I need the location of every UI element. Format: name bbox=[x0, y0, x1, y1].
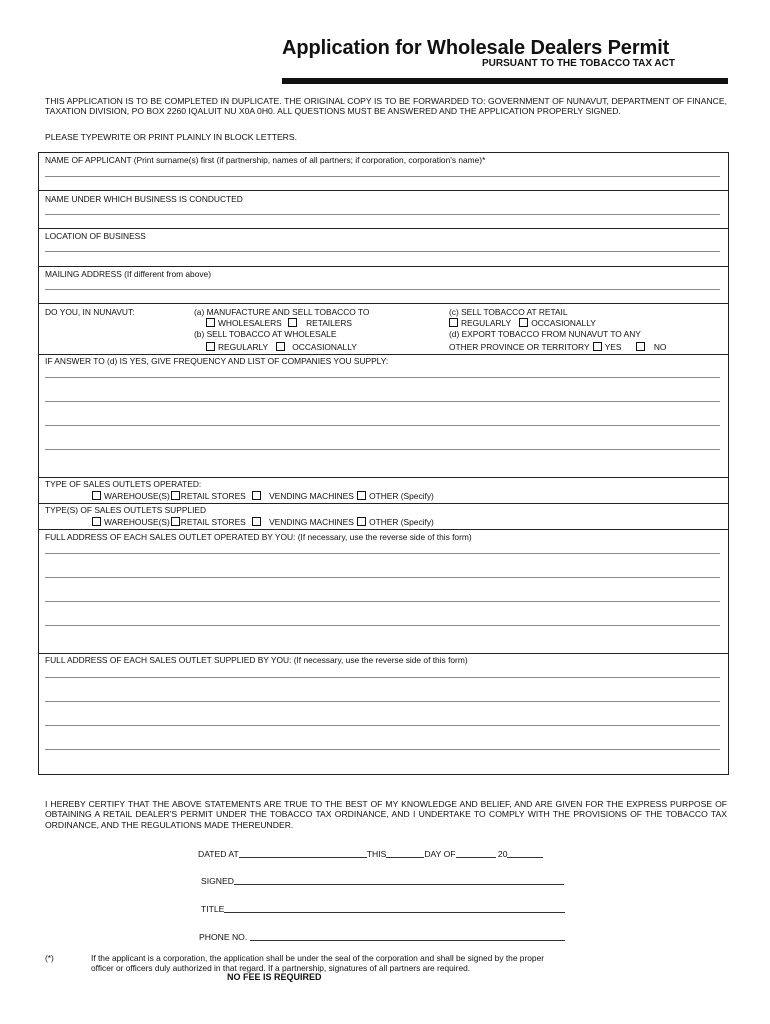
dated-row bbox=[198, 849, 543, 859]
activity-c-options bbox=[449, 318, 596, 328]
address-operated-label: FULL ADDRESS OF EACH SALES OUTLET OPERATED BY YOU: (If necessary, use the reverse side of this form) bbox=[45, 532, 472, 542]
operated-warehouse-checkbox[interactable] bbox=[92, 491, 101, 500]
wholesalers-label: WHOLESALERS bbox=[218, 318, 282, 328]
retail-occasionally-checkbox[interactable] bbox=[519, 318, 528, 327]
phone-row bbox=[199, 932, 565, 942]
operated-other-label: OTHER (Specify) bbox=[369, 491, 434, 501]
address-supplied-line-4[interactable] bbox=[45, 749, 720, 750]
business-name-label: NAME UNDER WHICH BUSINESS IS CONDUCTED bbox=[45, 194, 243, 204]
export-no-checkbox[interactable] bbox=[636, 342, 645, 351]
retailers-label: RETAILERS bbox=[306, 318, 353, 328]
divider bbox=[39, 354, 728, 355]
address-operated-line-3[interactable] bbox=[45, 601, 720, 602]
day-field[interactable] bbox=[386, 849, 424, 858]
location-label: LOCATION OF BUSINESS bbox=[45, 231, 146, 241]
year-prefix-label: 20 bbox=[497, 849, 508, 859]
footnote-marker: (*) bbox=[45, 953, 54, 963]
fee-notice: NO FEE IS REQUIRED bbox=[227, 972, 322, 982]
frequency-line-1[interactable] bbox=[45, 377, 720, 378]
retail-regularly-checkbox[interactable] bbox=[449, 318, 458, 327]
wholesalers-checkbox[interactable] bbox=[206, 318, 215, 327]
address-operated-line-4[interactable] bbox=[45, 625, 720, 626]
divider bbox=[39, 653, 728, 654]
divider bbox=[39, 190, 728, 191]
address-operated-line-1[interactable] bbox=[45, 553, 720, 554]
title-label: TITLE bbox=[201, 904, 225, 914]
activity-c-label: (c) SELL TOBACCO AT RETAIL bbox=[449, 307, 568, 317]
month-field[interactable] bbox=[456, 849, 496, 858]
phone-field[interactable] bbox=[250, 932, 565, 941]
address-supplied-line-1[interactable] bbox=[45, 677, 720, 678]
divider bbox=[39, 266, 728, 267]
divider bbox=[39, 477, 728, 478]
supplied-retail-label: RETAIL STORES bbox=[180, 517, 246, 527]
outlets-operated-label: TYPE OF SALES OUTLETS OPERATED: bbox=[45, 479, 202, 489]
supplied-warehouse-checkbox[interactable] bbox=[92, 517, 101, 526]
phone-label: PHONE NO. bbox=[199, 932, 248, 942]
this-label: THIS bbox=[366, 849, 387, 859]
address-supplied-line-2[interactable] bbox=[45, 701, 720, 702]
name-of-applicant-label: NAME OF APPLICANT (Print surname(s) first (if partnership, names of all partners; if corporation, corporation's name)* bbox=[45, 155, 486, 165]
activities-question: DO YOU, IN NUNAVUT: bbox=[45, 307, 135, 317]
mailing-address-label: MAILING ADDRESS (If different from above) bbox=[45, 269, 212, 279]
name-of-applicant-field[interactable] bbox=[45, 176, 720, 177]
application-form-box bbox=[38, 152, 729, 775]
outlets-supplied-options bbox=[92, 517, 434, 527]
business-name-field[interactable] bbox=[45, 214, 720, 215]
retail-occasionally-label: OCCASIONALLY bbox=[531, 318, 596, 328]
activity-b-label: (b) SELL TOBACCO AT WHOLESALE bbox=[194, 329, 337, 339]
activity-a-options bbox=[206, 318, 352, 328]
print-instruction: PLEASE TYPEWRITE OR PRINT PLAINLY IN BLOCK LETTERS. bbox=[45, 132, 297, 142]
form-title: Application for Wholesale Dealers Permit bbox=[282, 37, 670, 59]
divider bbox=[39, 503, 728, 504]
wholesale-regularly-checkbox[interactable] bbox=[206, 342, 215, 351]
signed-label: SIGNED bbox=[201, 876, 234, 886]
divider bbox=[39, 529, 728, 530]
title-row bbox=[201, 904, 565, 914]
signed-row bbox=[201, 876, 564, 886]
year-field[interactable] bbox=[507, 849, 543, 858]
activity-d-label: (d) EXPORT TOBACCO FROM NUNAVUT TO ANY bbox=[449, 329, 641, 339]
wholesale-occasionally-checkbox[interactable] bbox=[276, 342, 285, 351]
day-of-label: DAY OF bbox=[424, 849, 456, 859]
address-supplied-line-3[interactable] bbox=[45, 725, 720, 726]
location-field[interactable] bbox=[45, 251, 720, 252]
activity-a-label: (a) MANUFACTURE AND SELL TOBACCO TO bbox=[194, 307, 370, 317]
supplied-warehouse-label: WAREHOUSE(S) bbox=[104, 517, 170, 527]
operated-warehouse-label: WAREHOUSE(S) bbox=[104, 491, 170, 501]
form-subtitle: PURSUANT TO THE TOBACCO TAX ACT bbox=[482, 58, 675, 69]
retailers-checkbox[interactable] bbox=[288, 318, 297, 327]
activity-d-label-line2: OTHER PROVINCE OR TERRITORY bbox=[449, 342, 590, 352]
supplied-retail-checkbox[interactable] bbox=[171, 517, 180, 526]
mailing-address-field[interactable] bbox=[45, 289, 720, 290]
footnote-line-2: officer or officers duly authorized in that regard. If a partnership, signatures of all partners are required. bbox=[91, 963, 471, 973]
frequency-label: IF ANSWER TO (d) IS YES, GIVE FREQUENCY AND LIST OF COMPANIES YOU SUPPLY: bbox=[45, 356, 389, 366]
divider bbox=[39, 303, 728, 304]
activity-d-options bbox=[449, 342, 666, 352]
dated-at-field[interactable] bbox=[239, 849, 367, 858]
title-rule bbox=[282, 78, 728, 84]
frequency-line-2[interactable] bbox=[45, 401, 720, 402]
operated-retail-label: RETAIL STORES bbox=[180, 491, 246, 501]
export-no-label: NO bbox=[653, 342, 667, 352]
frequency-line-4[interactable] bbox=[45, 449, 720, 450]
divider bbox=[39, 228, 728, 229]
frequency-line-3[interactable] bbox=[45, 425, 720, 426]
certification-statement: I HEREBY CERTIFY THAT THE ABOVE STATEMENTS ARE TRUE TO THE BEST OF MY KNOWLEDGE AND BELIEF, AND ARE GIVEN FOR THE EXPRESS PURPOSE OF OBTAINING A RETAIL DEALER'S PERMIT UNDER THE TOBACCO TAX ORDINANCE, AND I UNDERTAKE TO COMPLY WITH THE PROVISIONS OF THE TOBACCO TAX ORDINANCE, AND THE REGULATIONS MADE THEREUNDER. bbox=[45, 799, 727, 830]
footnote-line-1: If the applicant is a corporation, the application shall be under the seal of the corporation and shall be signed by the proper bbox=[91, 953, 545, 963]
export-yes-label: YES bbox=[604, 342, 622, 352]
address-operated-line-2[interactable] bbox=[45, 577, 720, 578]
intro-instructions: THIS APPLICATION IS TO BE COMPLETED IN DUPLICATE. THE ORIGINAL COPY IS TO BE FORWARDED TO: GOVERNMENT OF NUNAVUT, DEPARTMENT OF FINANCE, TAXATION DIVISION, PO BOX 2260 IQALUIT NU X0A 0H0. ALL QUESTIONS MUST BE ANSWERED AND THE APPLICATION PROPERLY SIGNED. bbox=[45, 96, 727, 117]
retail-regularly-label: REGULARLY bbox=[461, 318, 511, 328]
operated-vending-label: VENDING MACHINES bbox=[269, 491, 354, 501]
operated-other-checkbox[interactable] bbox=[357, 491, 366, 500]
wholesale-regularly-label: REGULARLY bbox=[218, 342, 268, 352]
export-yes-checkbox[interactable] bbox=[593, 342, 602, 351]
dated-at-label: DATED AT bbox=[198, 849, 239, 859]
operated-retail-checkbox[interactable] bbox=[171, 491, 180, 500]
address-supplied-label: FULL ADDRESS OF EACH SALES OUTLET SUPPLIED BY YOU: (If necessary, use the reverse side of this form) bbox=[45, 655, 468, 665]
outlets-supplied-label: TYPE(S) OF SALES OUTLETS SUPPLIED bbox=[45, 505, 207, 515]
wholesale-occasionally-label: OCCASIONALLY bbox=[292, 342, 357, 352]
supplied-other-label: OTHER (Specify) bbox=[369, 517, 434, 527]
activity-b-options bbox=[206, 342, 357, 352]
title-field[interactable] bbox=[224, 904, 565, 913]
operated-vending-checkbox[interactable] bbox=[252, 491, 261, 500]
supplied-vending-label: VENDING MACHINES bbox=[269, 517, 354, 527]
supplied-vending-checkbox[interactable] bbox=[252, 517, 261, 526]
outlets-operated-options bbox=[92, 491, 434, 501]
supplied-other-checkbox[interactable] bbox=[357, 517, 366, 526]
signed-field[interactable] bbox=[234, 876, 564, 885]
